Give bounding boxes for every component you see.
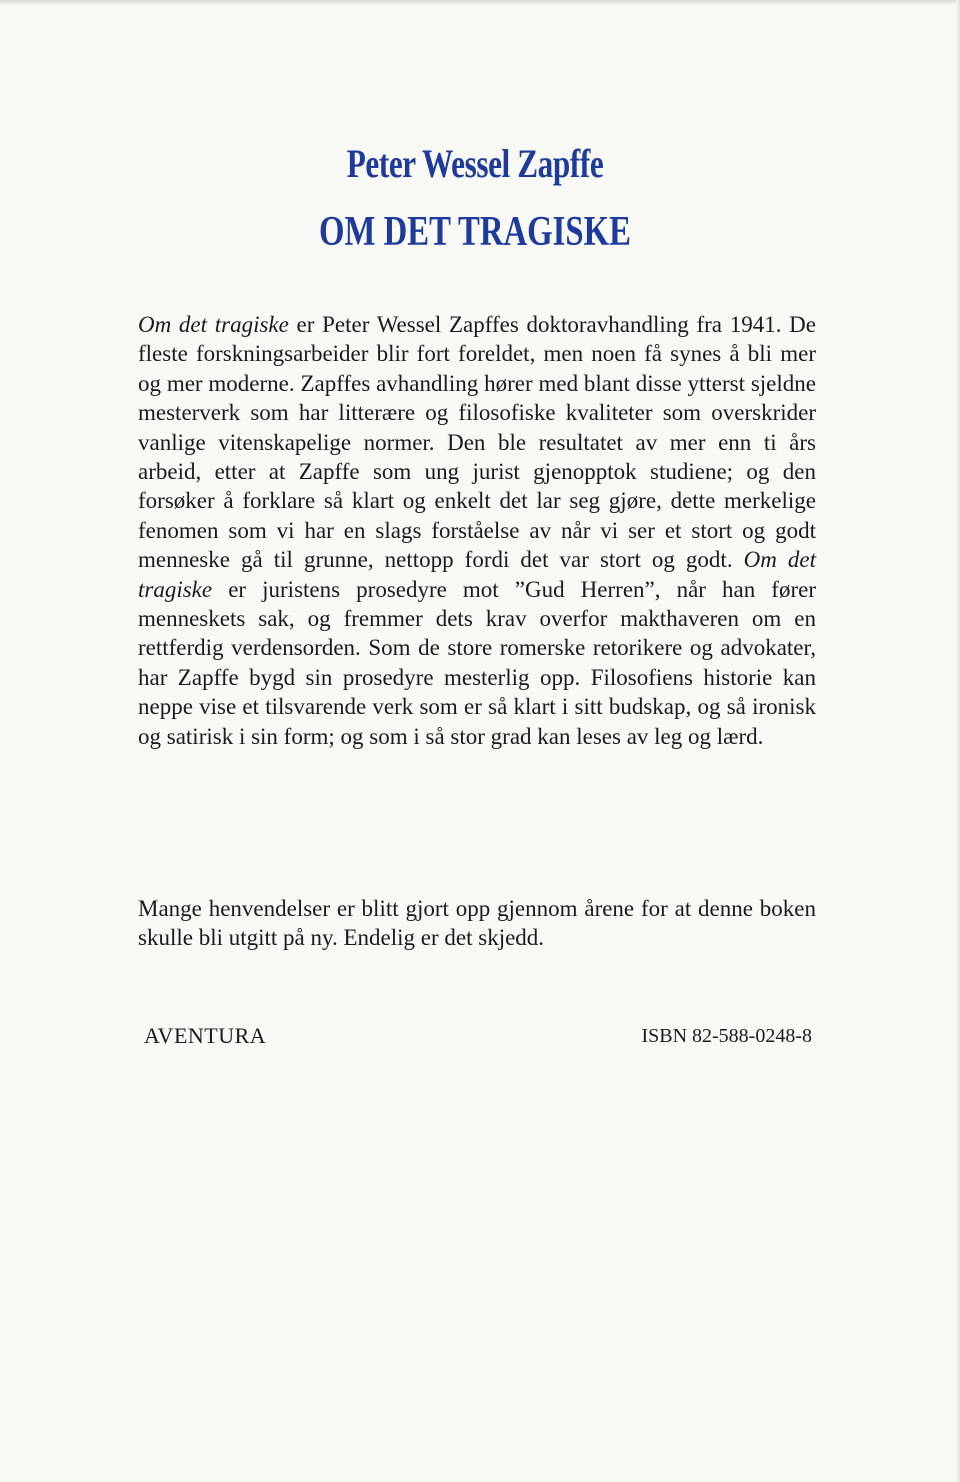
blurb-title-italic-2: Om det tragiske (138, 547, 816, 602)
publisher-name: AVENTURA (144, 1023, 267, 1048)
isbn-number: ISBN 82-588-0248-8 (641, 1025, 812, 1047)
blurb-text-2: er juristens prosedyre mot ”Gud Herren”, når han fører menneskets sak, og fremmer dets krav overfor makthaveren om en rettferdig verdensorden. Som de store romerske retorikere og advokater, har Zapffe bygd sin prosedyre mesterlig opp. Filosofiens historie kan neppe vise et tilsvarende verk som er så klart i sitt budskap, og så ironisk og satirisk i sin form; og som i så stor grad kan leses av leg og lærd. (138, 576, 816, 749)
republication-note: Mange henvendelser er blitt gjort opp gjennom årene for at denne boken skulle bli utgitt på ny. Endelig er det skjedd. (138, 896, 816, 951)
author-name: Peter Wessel Zapffe (346, 141, 604, 186)
book-title: OM DET TRAGISKE (319, 209, 631, 255)
blurb-title-italic-1: Om det tragiske (138, 312, 289, 337)
paper-right-edge (956, 0, 960, 1482)
blurb-text-1: er Peter Wessel Zapffes doktoravhandling fra 1941. De fleste forskningsarbeider blir fort foreldet, men noen få synes å bli mer og mer moderne. Zapffes avhandling hører med blant disse ytterst sjeldne mesterverk som har litterære og filosofiske kvaliteter som overskrider vanlige vitenskapelige normer. Den ble resultatet av mer enn ti års arbeid, etter at Zapffe som ung jurist gjenopptok studiene; og den forsøker å forklare så klart og enkelt det lar seg gjøre, dette merkelige fenomen som vi har en slags forståelse av når vi ser et stort og godt menneske gå til grunne, nettopp fordi det var stort og godt. (138, 312, 816, 573)
blurb-paragraph (138, 310, 816, 751)
paper-top-edge (0, 0, 960, 5)
